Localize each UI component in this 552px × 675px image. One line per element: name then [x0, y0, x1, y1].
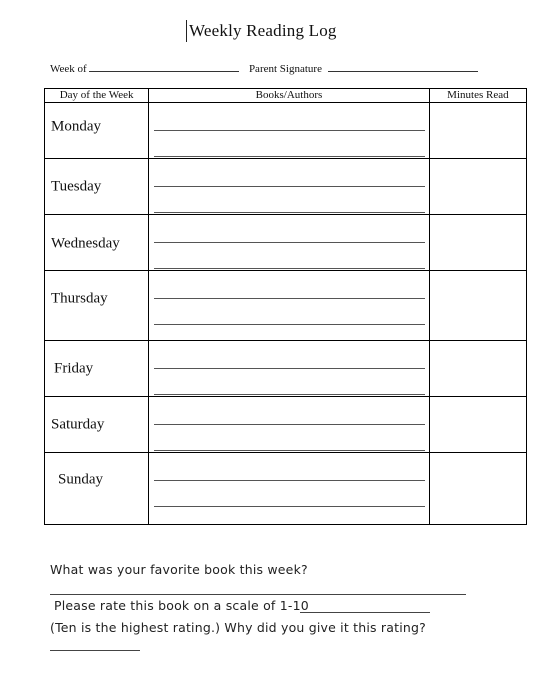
- books-line: [154, 324, 425, 325]
- books-line: [154, 298, 425, 299]
- table-row: [45, 453, 527, 525]
- books-line: [154, 268, 425, 269]
- page-title: Weekly Reading Log: [186, 20, 337, 42]
- day-cell: [45, 271, 149, 341]
- books-line: [154, 368, 425, 369]
- table-row: [45, 159, 527, 215]
- books-line: [154, 186, 425, 187]
- books-line: [154, 480, 425, 481]
- day-cell: [45, 341, 149, 397]
- favorite-book-question: What was your favorite book this week?: [50, 562, 308, 577]
- rating-reason-answer-line[interactable]: [50, 650, 140, 651]
- books-cell[interactable]: [149, 453, 430, 525]
- books-cell[interactable]: [149, 215, 430, 271]
- rating-question: Please rate this book on a scale of 1-10: [54, 598, 309, 613]
- column-header-books: Books/Authors: [149, 89, 430, 103]
- books-line: [154, 394, 425, 395]
- day-label: Monday: [51, 118, 101, 135]
- minutes-cell[interactable]: [429, 103, 526, 159]
- week-signature-line: [50, 60, 478, 75]
- week-of-label: Week of: [50, 63, 87, 75]
- books-line: [154, 242, 425, 243]
- favorite-book-answer-line[interactable]: [50, 594, 466, 595]
- books-line: [154, 156, 425, 157]
- day-cell: [45, 215, 149, 271]
- day-label: Thursday: [51, 290, 108, 307]
- parent-signature-label: Parent Signature: [248, 63, 322, 75]
- reading-log-table: [44, 88, 527, 525]
- day-label: Tuesday: [51, 178, 102, 194]
- books-cell[interactable]: [149, 341, 430, 397]
- books-line: [154, 450, 425, 451]
- books-cell[interactable]: [149, 159, 430, 215]
- rating-answer-line[interactable]: [300, 612, 430, 613]
- books-cell[interactable]: [149, 271, 430, 341]
- parent-signature-field[interactable]: [328, 60, 478, 72]
- table-row: [45, 271, 527, 341]
- books-line: [154, 506, 425, 507]
- column-header-minutes: Minutes Read: [429, 89, 526, 103]
- minutes-cell[interactable]: [429, 159, 526, 215]
- week-of-field[interactable]: [89, 60, 239, 72]
- minutes-cell[interactable]: [429, 341, 526, 397]
- day-cell: [45, 159, 149, 215]
- day-cell: [45, 453, 149, 525]
- books-line: [154, 130, 425, 131]
- minutes-cell[interactable]: [429, 271, 526, 341]
- books-cell[interactable]: [149, 103, 430, 159]
- table-row: [45, 215, 527, 271]
- books-line: [154, 212, 425, 213]
- rating-reason-question: (Ten is the highest rating.) Why did you give it this rating?: [50, 620, 426, 635]
- minutes-cell[interactable]: [429, 397, 526, 453]
- day-label: Friday: [54, 360, 94, 376]
- minutes-cell[interactable]: [429, 453, 526, 525]
- table-row: [45, 397, 527, 453]
- column-header-day: Day of the Week: [45, 89, 149, 103]
- books-line: [154, 424, 425, 425]
- day-label: Sunday: [58, 471, 103, 488]
- day-label: Wednesday: [51, 235, 120, 252]
- day-label: Saturday: [51, 416, 105, 432]
- table-row: [45, 341, 527, 397]
- day-cell: [45, 397, 149, 453]
- day-cell: [45, 103, 149, 159]
- minutes-cell[interactable]: [429, 215, 526, 271]
- books-cell[interactable]: [149, 397, 430, 453]
- table-row: [45, 103, 527, 159]
- table-header-row: [45, 89, 527, 103]
